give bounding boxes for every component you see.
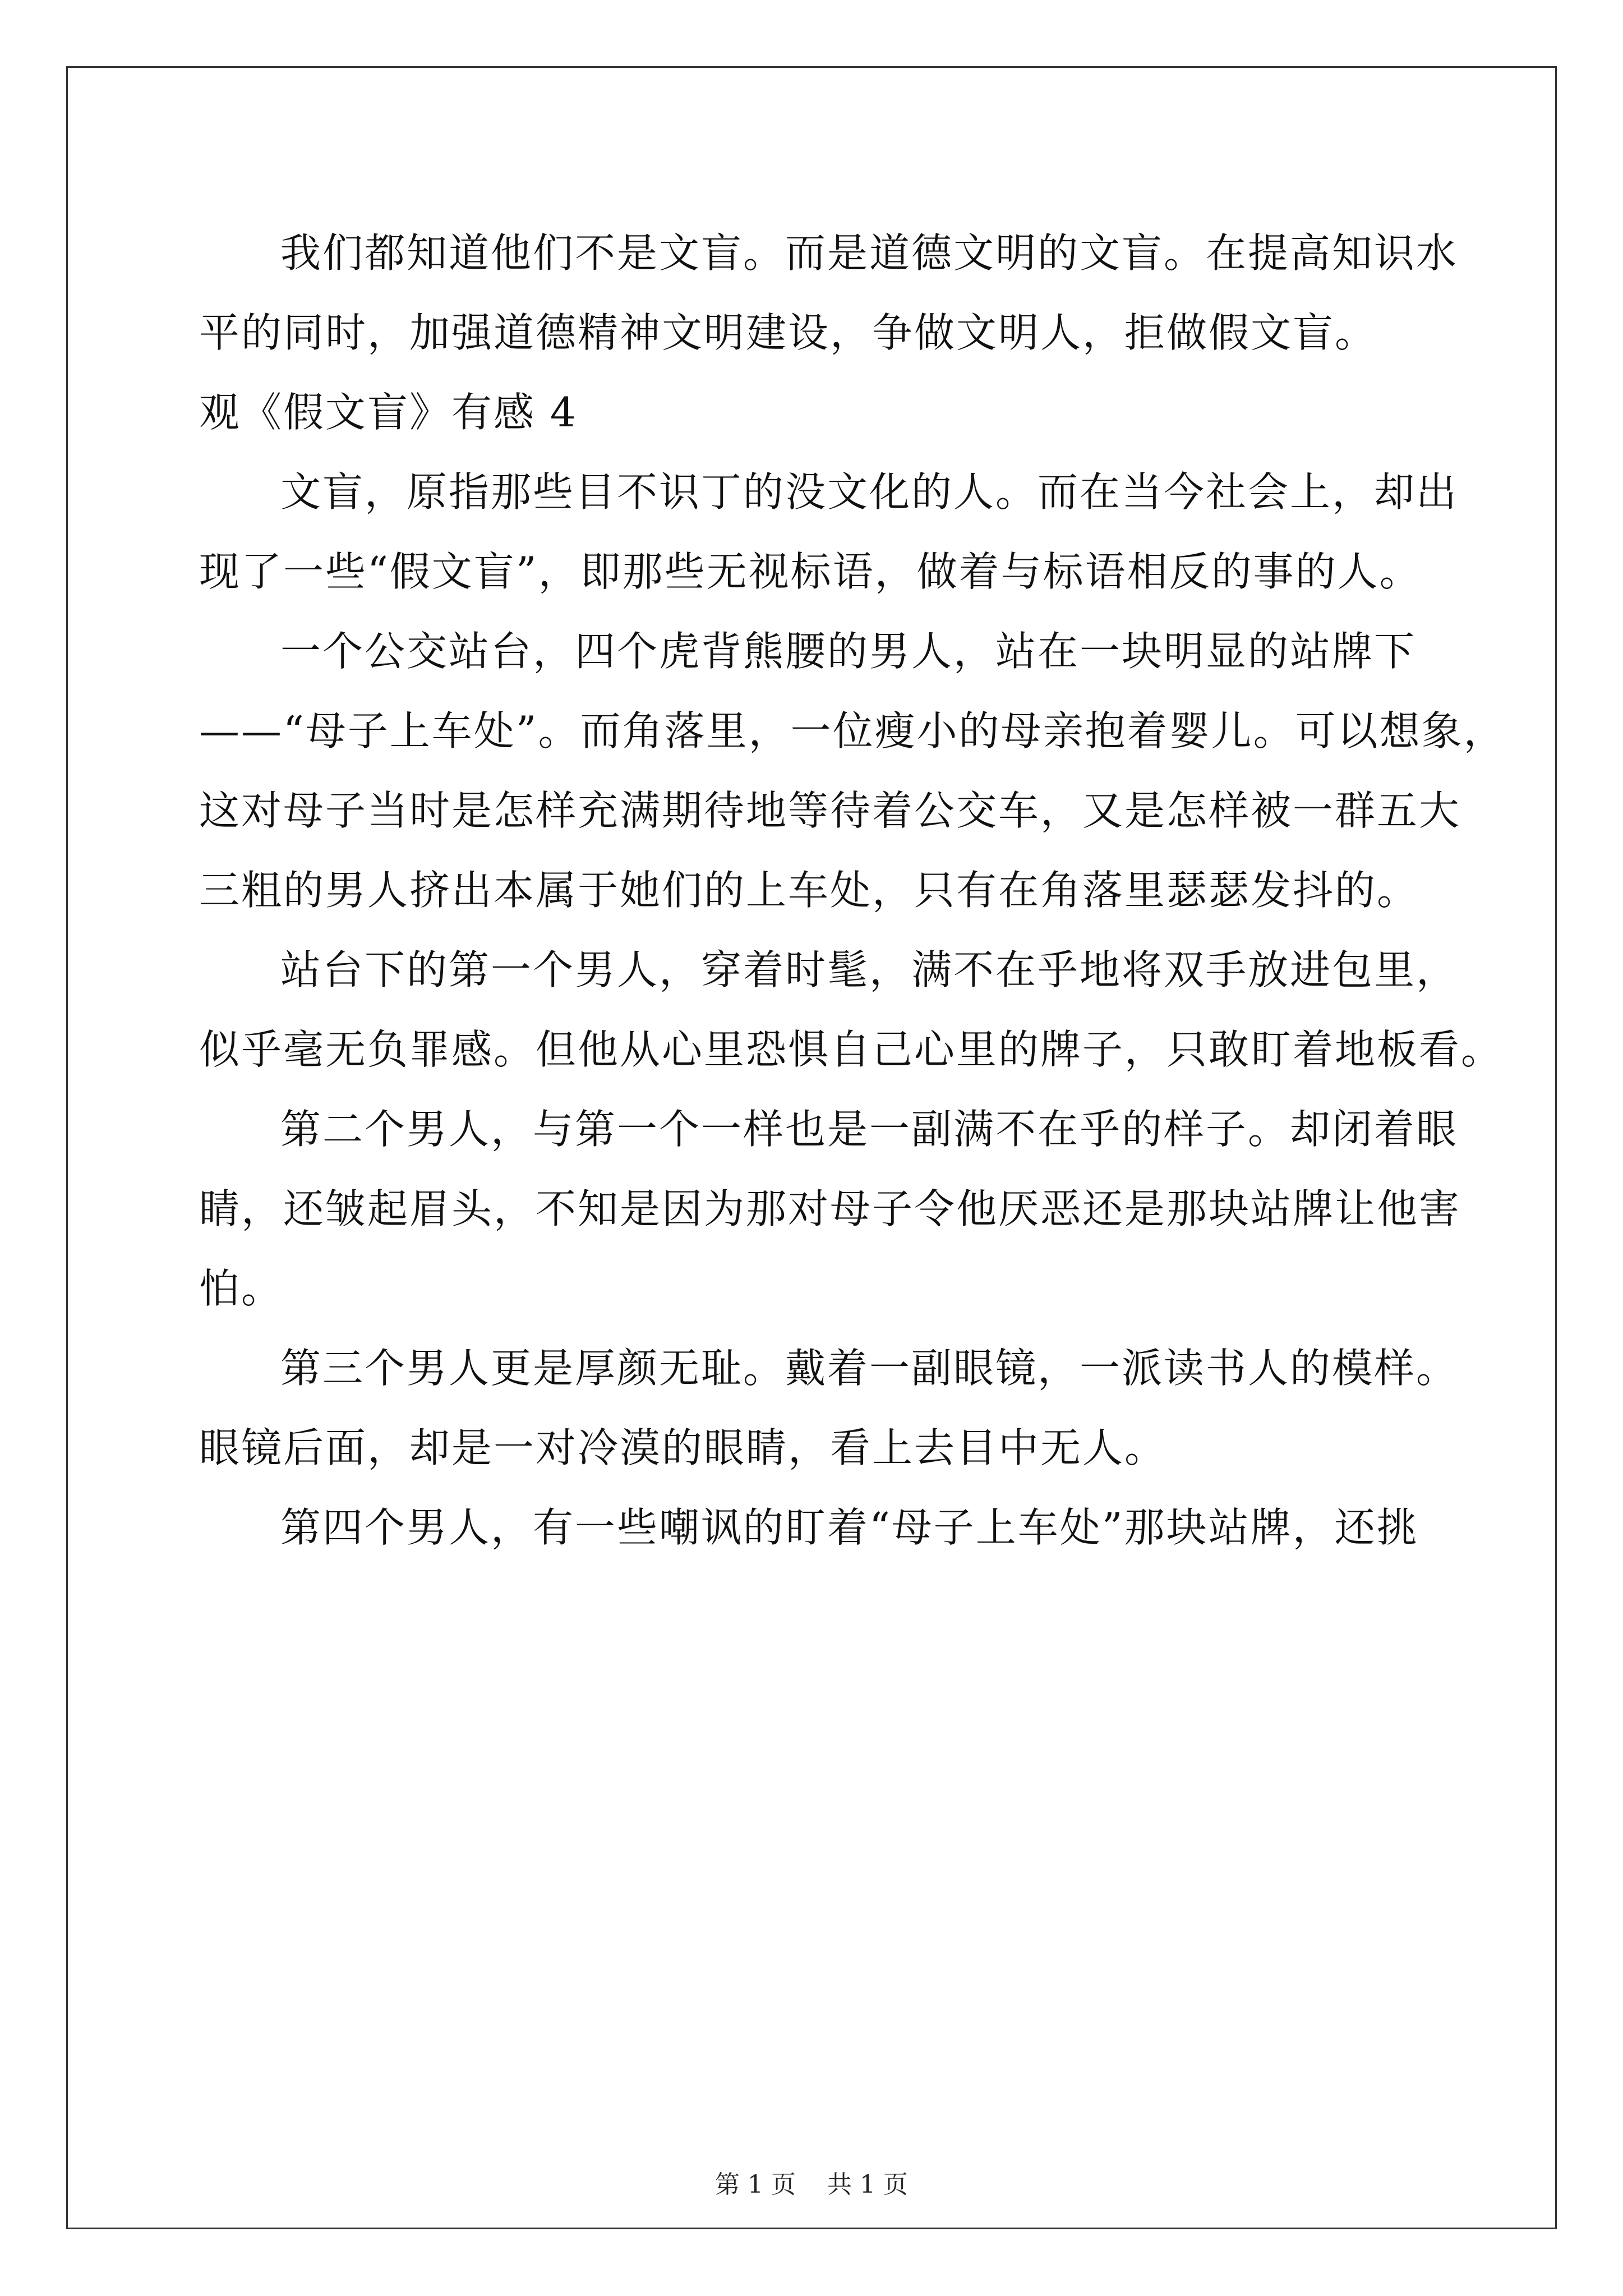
paragraph-2-line-1: 文盲，原指那些目不识丁的没文化的人。而在当今社会上，却出: [280, 468, 1459, 516]
section-heading: 观《假文盲》有感 4: [199, 389, 578, 436]
document-body: [199, 213, 1506, 1567]
paragraph-5-line-3: 怕。: [199, 1265, 284, 1312]
page-footer: 第 1 页 共 1 页: [715, 2170, 908, 2199]
paragraph-6-line-1: 第三个男人更是厚颜无耻。戴着一副眼镜，一派读书人的模样。: [280, 1345, 1459, 1392]
paragraph-3-line-1: 一个公交站台，四个虎背熊腰的男人，站在一块明显的站牌下: [280, 628, 1417, 675]
paragraph-4-line-2: 似乎毫无负罪感。但他从心里恐惧自己心里的牌子，只敢盯着地板看。: [199, 1026, 1504, 1073]
paragraph-4: [199, 930, 1504, 1089]
paragraph-5: [199, 1089, 1467, 1328]
paragraph-3-line-3: 这对母子当时是怎样充满期待地等待着公交车，又是怎样被一群五大: [199, 787, 1461, 834]
paragraph-1-line-1: 我们都知道他们不是文盲。而是道德文明的文盲。在提高知识水: [280, 229, 1459, 277]
paragraph-3-line-4: 三粗的男人挤出本属于她们的上车处，只有在角落里瑟瑟发抖的。: [199, 867, 1419, 914]
paragraph-3-line-2: ——“母子上车处”。而角落里，一位瘦小的母亲抱着婴儿。可以想象，: [199, 707, 1506, 754]
paragraph-1-line-2: 平的同时，加强道德精神文明建设，争做文明人，拒做假文盲。: [199, 309, 1377, 356]
paragraph-7-line-1: 第四个男人，有一些嘲讽的盯着“母子上车处”那块站牌，还挑: [280, 1504, 1419, 1551]
paragraph-2: [199, 452, 1467, 611]
paragraph-1: [199, 213, 1467, 372]
paragraph-5-line-2: 睛，还皱起眉头，不知是因为那对母子令他厌恶还是那块站牌让他害: [199, 1185, 1461, 1232]
paragraph-6: [199, 1328, 1467, 1488]
paragraph-2-line-2: 现了一些“假文盲”，即那些无视标语，做着与标语相反的事的人。: [199, 548, 1422, 595]
paragraph-5-line-1: 第二个男人，与第一个一样也是一副满不在乎的样子。却闭着眼: [280, 1106, 1459, 1153]
paragraph-7: [199, 1488, 1467, 1567]
paragraph-6-line-2: 眼镜后面，却是一对冷漠的眼睛，看上去目中无人。: [199, 1424, 1167, 1471]
paragraph-3: [199, 611, 1506, 930]
paragraph-4-line-1: 站台下的第一个男人，穿着时髦，满不在乎地将双手放进包里，: [280, 946, 1459, 993]
